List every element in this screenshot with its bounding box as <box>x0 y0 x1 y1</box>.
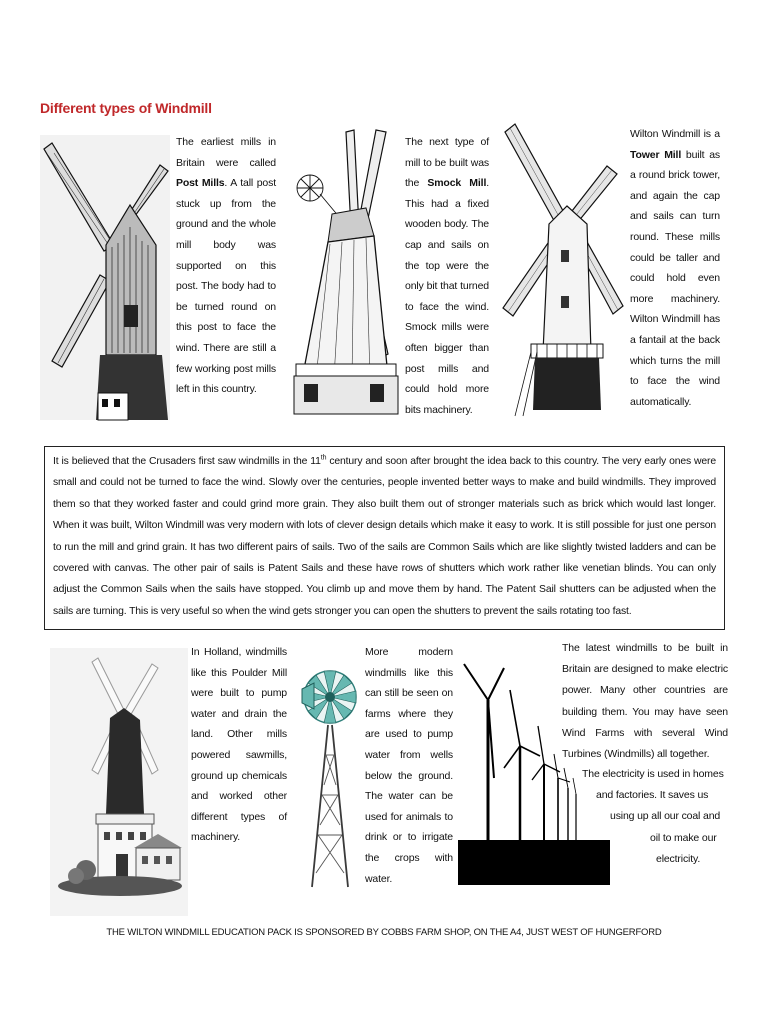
smock-mill-image <box>290 128 398 418</box>
history-text-a: It is believed that the Crusaders first saw windmills in the 11 <box>53 456 321 467</box>
history-sup: th <box>320 454 327 462</box>
turbines-line-3: using up all our coal and <box>610 810 721 823</box>
tower-mill-text <box>630 124 720 412</box>
tower-mill-name: Tower Mill <box>630 148 682 161</box>
turbines-line-4: oil to make our <box>650 831 717 844</box>
turbines-line-2: and factories. It saves us <box>596 789 709 802</box>
post-mill-image <box>40 135 170 420</box>
history-text <box>53 451 716 622</box>
page-title: Different types of Windmill <box>40 100 212 116</box>
smock-mill-name: Smock Mill <box>427 177 487 190</box>
turbines-line-5: electricity. <box>656 852 701 865</box>
sponsor-footer: THE WILTON WINDMILL EDUCATION PACK IS SPONSORED BY COBBS FARM SHOP, ON THE A4, JUST WEST OF HUNGERFORD <box>106 927 662 938</box>
smock-mill-text-b: . This had a fixed wooden body. The cap and sails on the top were the only bit that turned to face the wind. Smock mills were often bigger than post mills and could hold more bits machinery. <box>405 177 489 416</box>
holland-text: In Holland, windmills like this Poulder Mill were built to pump water and drain the land. Other mills powered sawmills, ground up chemicals and worked other different types of machinery. <box>191 646 287 844</box>
post-mill-name: Post Mills <box>176 177 225 190</box>
modern-text: More modern windmills like this can still be seen on farms where they are used to pump water from wells below the ground. The water can be used for animals to drink or to irrigate the crops with water. <box>365 646 453 885</box>
tower-mill-text-a: Wilton Windmill is a <box>630 128 720 140</box>
turbines-line-1: The electricity is used in homes <box>582 768 724 780</box>
turbines-text-2 <box>582 764 728 870</box>
history-box <box>44 446 725 630</box>
wind-pump-image <box>300 645 360 893</box>
post-mill-text <box>176 132 276 400</box>
turbines-text: The latest windmills to be built in Britain are designed to make electric power. Many other countries are building them. You may have seen Wind Farms with several Wind Turbines (Windmills) all together. <box>562 642 728 761</box>
smock-mill-text-a: The next type of mill to be built was the <box>405 136 489 190</box>
tower-mill-text-b: built as a round brick tower, and again the cap and sails can turn round. These mills could be taller and could hold even more machinery. Wilton Windmill has a fantail at the back which turns the mill to face the wind automatically. <box>630 148 720 408</box>
tower-mill-image <box>495 120 625 420</box>
post-mill-text-a: The earliest mills in Britain were called <box>176 136 276 169</box>
smock-mill-text <box>405 132 489 420</box>
poulder-mill-image <box>50 648 188 916</box>
post-mill-text-b: . A tall post stuck up from the ground and the whole mill body was supported on this post. The body had to be turned round on this post to face the wind. There are still a few working post mills left in this country. <box>176 177 276 396</box>
history-text-b: century and soon after brought the idea back to this country. The very early ones were small and could not be turned to face the wind. Slowly over the centuries, people invented better ways to make and build windmills. They improved them so that they worked faster and could grind more grain. They also built them out of stronger materials such as brick which would last longer. When it was built, Wilton Windmill was very modern with lots of clever design details which make it easy to work. It is still possible for just one person to run the mill and grind grain. It has two different pairs of sails. Two of the sails are Common Sails which are like slightly twisted ladders and can be covered with canvas. The other pair of sails is Patent Sails and these have rows of shutters which work rather like venetian blinds. You can only adjust the Common Sails when the sails have stopped. You climb up and move them by hand. The Patent Sail shutters can be adjusted when the sails are turning. This is very useful so when the wind gets stronger you can open the shutters to prevent the sails rotating too fast. <box>53 456 716 617</box>
